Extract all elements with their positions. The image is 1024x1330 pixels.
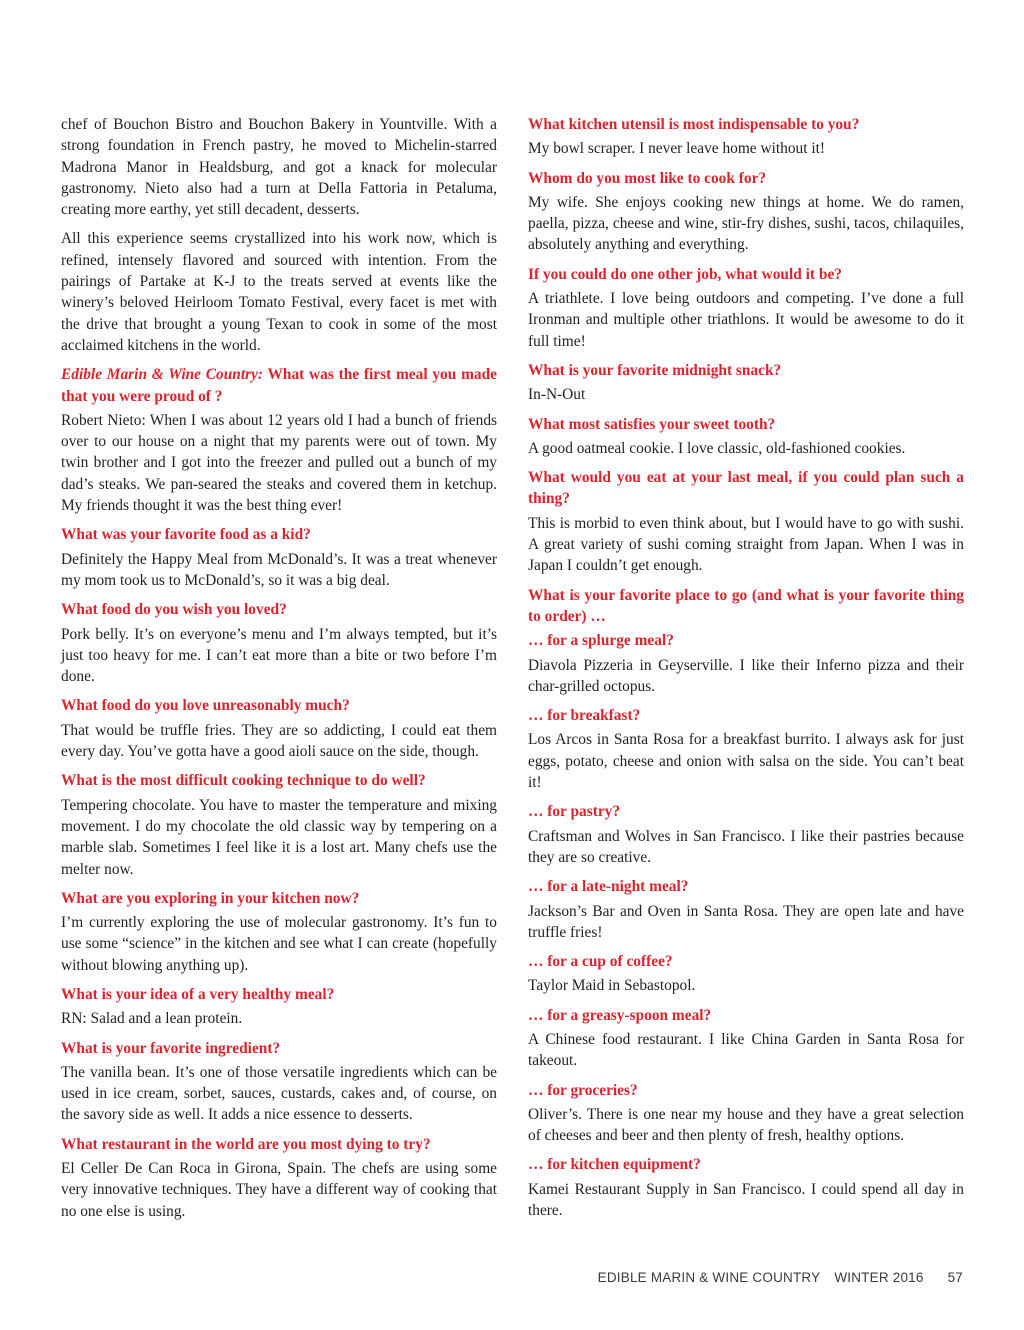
place-question: … for a cup of coffee?	[528, 953, 673, 971]
place-answer: Taylor Maid in Sebastopol.	[528, 977, 696, 995]
interview-answer: In-N-Out	[528, 386, 586, 404]
place-answer: Kamei Restaurant Supply in San Francisco. I could spend all day in there.	[528, 1180, 964, 1220]
interview-question: What food do you wish you loved?	[61, 601, 287, 619]
place-question: … for groceries?	[528, 1081, 638, 1099]
place-answer: Craftsman and Wolves in San Francisco. I like their pastries because they are so creative.	[528, 827, 964, 866]
place-question: … for breakfast?	[528, 707, 641, 725]
interview-question: What kitchen utensil is most indispensable to you?	[528, 116, 860, 133]
interview-question: What are you exploring in your kitchen now?	[61, 889, 360, 907]
interview-question: What most satisfies your sweet tooth?	[528, 415, 776, 433]
publication-name: Edible Marin & Wine Country:	[61, 366, 264, 384]
place-answer: Diavola Pizzeria in Geyserville. I like their Inferno pizza and their char-grilled octopus.	[528, 656, 964, 695]
right-column	[528, 114, 964, 1221]
interview-question: What food do you love unreasonably much?	[61, 697, 350, 715]
place-answer: Jackson’s Bar and Oven in Santa Rosa. They are open late and have truffle fries!	[528, 902, 964, 941]
interview-answer: A triathlete. I love being outdoors and competing. I’ve done a full Ironman and multiple other triathlons. It would be awesome to do it full time!	[528, 290, 964, 350]
footer-issue: WINTER 2016	[834, 1270, 924, 1285]
place-question: … for a splurge meal?	[528, 632, 674, 650]
footer-publication: EDIBLE MARIN & WINE COUNTRY	[597, 1270, 821, 1285]
place-question: … for a greasy-spoon meal?	[528, 1006, 712, 1024]
place-question: … for kitchen equipment?	[528, 1156, 701, 1174]
place-question: … for a late-night meal?	[528, 878, 689, 896]
interview-question: What is your favorite ingredient?	[61, 1039, 281, 1057]
interview-answer: El Celler De Can Roca in Girona, Spain. The chefs are using some very innovative techniques. They have a different way of cooking that no one else is using.	[61, 1160, 497, 1220]
interview-question: What is the most difficult cooking technique to do well?	[61, 772, 426, 790]
interview-answer: My bowl scraper. I never leave home without it!	[528, 140, 826, 158]
page-footer	[598, 1270, 963, 1285]
interview-answer: Definitely the Happy Meal from McDonald’s. It was a treat whenever my mom took us to McDonald’s, so it was a big deal.	[61, 550, 497, 589]
interview-question: What is your idea of a very healthy meal?	[61, 985, 335, 1003]
interview-answer: The vanilla bean. It’s one of those versatile ingredients which can be used in ice cream, sorbet, sauces, custards, cakes and, of course, on the savory side as well. It adds a nice essence to desserts.	[61, 1063, 497, 1124]
interview-question: What restaurant in the world are you most dying to try?	[61, 1135, 431, 1153]
interview-answer: Robert Nieto: When I was about 12 years old I had a bunch of friends over to our house on a night that my parents were out of town. My twin brother and I got into the freezer and pulled out a bunch of my dad’s steaks. We pan-seared the steaks and covered them in ketchup. My friends thought it was the best thing ever!	[61, 411, 497, 515]
interview-answer: That would be truffle fries. They are so addicting, I could eat them every day. You’ve gotta have a good aioli sauce on the side, though.	[61, 721, 497, 761]
interview-answer: My wife. She enjoys cooking new things at home. We do ramen, paella, pizza, cheese and wine, stir-fry dishes, sushi, tacos, chilaquiles, absolutely anything and everything.	[528, 193, 964, 254]
interview-answer: RN: Salad and a lean protein.	[61, 1010, 243, 1028]
interview-question: What is your favorite midnight snack?	[528, 361, 782, 379]
interview-question: Whom do you most like to cook for?	[528, 169, 767, 187]
interview-answer: A good oatmeal cookie. I love classic, old-fashioned cookies.	[528, 439, 906, 457]
page-number: 57	[947, 1270, 963, 1285]
place-answer: Oliver’s. There is one near my house and they have a great selection of cheeses and beer and then plenty of fresh, healthy options.	[528, 1105, 964, 1145]
place-answer: Los Arcos in Santa Rosa for a breakfast burrito. I always ask for just eggs, potato, cheese and onion with salsa on the side. You can’t beat it!	[528, 731, 964, 792]
interview-question: What was your favorite food as a kid?	[61, 526, 311, 544]
left-column	[61, 114, 497, 1222]
place-answer: A Chinese food restaurant. I like China Garden in Santa Rosa for takeout.	[528, 1030, 964, 1070]
interview-answer: Pork belly. It’s on everyone’s menu and I’m always tempted, but it’s just too heavy for me. I can’t eat more than a bite or two before I’m done.	[61, 625, 497, 686]
interview-answer: This is morbid to even think about, but I would have to go with sushi. A great variety of sushi coming straight from Japan. When I was in Japan I couldn’t get enough.	[528, 514, 964, 575]
question-text: What was the first meal you made that you were proud of ?	[61, 366, 497, 405]
interview-answer: Tempering chocolate. You have to master the temperature and mixing movement. I do my chocolate the old classic way by tempering on a marble slab. Sometimes I feel like it is a lost art. Many chefs use the melter now.	[61, 796, 497, 878]
intro-paragraph: All this experience seems crystallized into his work now, which is refined, intensely flavored and sourced with intention. From the pairings of Partake at K-J to the treats served at events like the winery’s beloved Heirloom Tomato Festival, every facet is met with the drive that brought a young Texan to cook in some of the most acclaimed kitchens in the world.	[61, 230, 497, 354]
intro-paragraph: chef of Bouchon Bistro and Bouchon Bakery in Yountville. With a strong foundation in French pastry, he moved to Michelin-starred Madrona Manor in Healdsburg, and got a knack for molecular gastronomy. Nieto also had a turn at Della Fattoria in Petaluma, creating more earthy, yet still decadent, desserts.	[61, 116, 497, 219]
interview-answer: I’m currently exploring the use of molecular gastronomy. It’s fun to use some “science” in the kitchen and see what I can create (hopefully without blowing anything up).	[61, 914, 497, 974]
place-question: … for pastry?	[528, 803, 621, 821]
interview-question: If you could do one other job, what would it be?	[528, 265, 842, 283]
interview-question	[61, 364, 497, 407]
interview-question: What would you eat at your last meal, if you could plan such a thing?	[528, 469, 964, 508]
favorite-places-question: What is your favorite place to go (and what is your favorite thing to order) …	[528, 586, 964, 625]
